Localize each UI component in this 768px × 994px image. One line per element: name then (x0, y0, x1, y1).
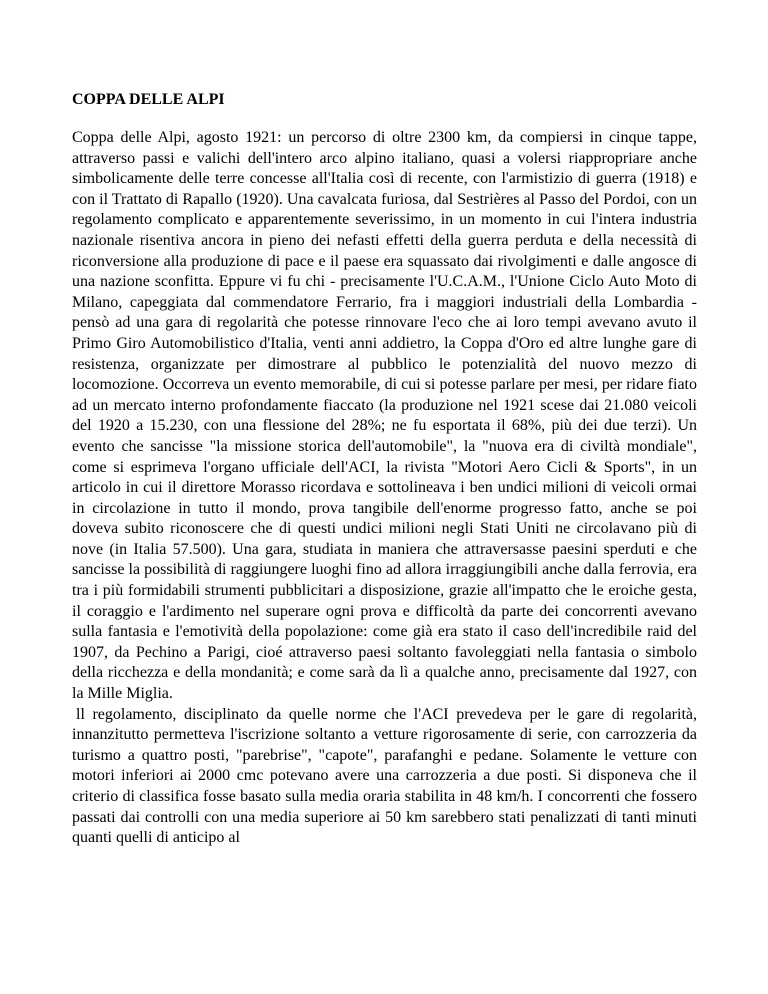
body-paragraph-2: ll regolamento, disciplinato da quelle norme che l'ACI prevedeva per le gare di regolarità, innanzitutto permetteva l'iscrizione soltanto a vetture rigorosamente di serie, con carrozzeria da turismo a quattro posti, "parebrise", "capote", parafanghi e pedane. Solamente le vetture con motori inferiori ai 2000 cmc potevano avere una carrozzeria a due posti. Si disponeva che il criterio di classifica fosse basato sulla media oraria stabilita in 48 km/h. I concorrenti che fossero passati dai controlli con una media superiore ai 50 km sarebbero stati penalizzati di tanti minuti quanti quelli di anticipo al (72, 705, 697, 847)
document-title: COPPA DELLE ALPI (72, 91, 225, 108)
document-page (72, 90, 697, 849)
body-paragraph-1: Coppa delle Alpi, agosto 1921: un percorso di oltre 2300 km, da compiersi in cinque tappe, attraverso passi e valichi dell'intero arco alpino italiano, quasi a volersi riappropriare anche simbolicamente delle terre concesse all'Italia così di recente, con l'armistizio di guerra (1918) e con il Trattato di Rapallo (1920). Una cavalcata furiosa, dal Sestrières al Passo del Pordoi, con un regolamento complicato e apparentemente severissimo, in un momento in cui l'intera industria nazionale risentiva ancora in pieno dei nefasti effetti della guerra perduta e della necessità di riconversione alla produzione di pace e il paese era squassato dai rivolgimenti e dalle angosce di una nazione sconfitta. Eppure vi fu chi - precisamente l'U.C.A.M., l'Unione Ciclo Auto Moto di Milano, capeggiata dal commendatore Ferrario, fra i maggiori industriali della Lombardia - pensò ad una gara di regolarità che potesse rinnovare l'eco che ai loro tempi avevano avuto il Primo Giro Automobilistico d'Italia, venti anni addietro, la Coppa d'Oro ed altre lunghe gare di resistenza, organizzate per dimostrare al pubblico le potenzialità del nuovo mezzo di locomozione. Occorreva un evento memorabile, di cui si potesse parlare per mesi, per ridare fiato ad un mercato interno profondamente fiaccato (la produzione nel 1921 scese dai 21.080 veicoli del 1920 a 15.230, con una flessione del 28%; ne fu esportata il 68%, più dei due terzi). Un evento che sancisse "la missione storica dell'automobile", la "nuova era di civiltà mondiale", come si esprimeva l'organo ufficiale dell'ACI, la rivista "Motori Aero Cicli & Sports", in un articolo in cui il direttore Morasso ricordava e sottolineava i ben undici milioni di veicoli ormai in circolazione in tutto il mondo, prova tangibile dell'enorme progresso fatto, anche se poi doveva subito riconoscere che di questi undici milioni negli Stati Uniti ne circolavano più di nove (in Italia 57.500). Una gara, studiata in maniera che attraversasse paesini sperduti e che sancisse la possibilità di raggiungere luoghi fino ad allora irraggiungibili anche dalla ferrovia, era tra i più formidabili strumenti pubblicitari a disposizione, grazie all'impatto che le eroiche gesta, il coraggio e l'ardimento nel superare ogni prova e difficoltà da parte dei concorrenti avevano sulla fantasia e l'emotività della popolazione: come già era stato il caso dell'incredibile raid del 1907, da Pechino a Parigi, cioé attraverso paesi soltanto favoleggiati nella fantasia o simbolo della ricchezza e della mondanità; e come sarà da lì a qualche anno, precisamente dal 1927, con la Mille Miglia. (72, 129, 697, 703)
